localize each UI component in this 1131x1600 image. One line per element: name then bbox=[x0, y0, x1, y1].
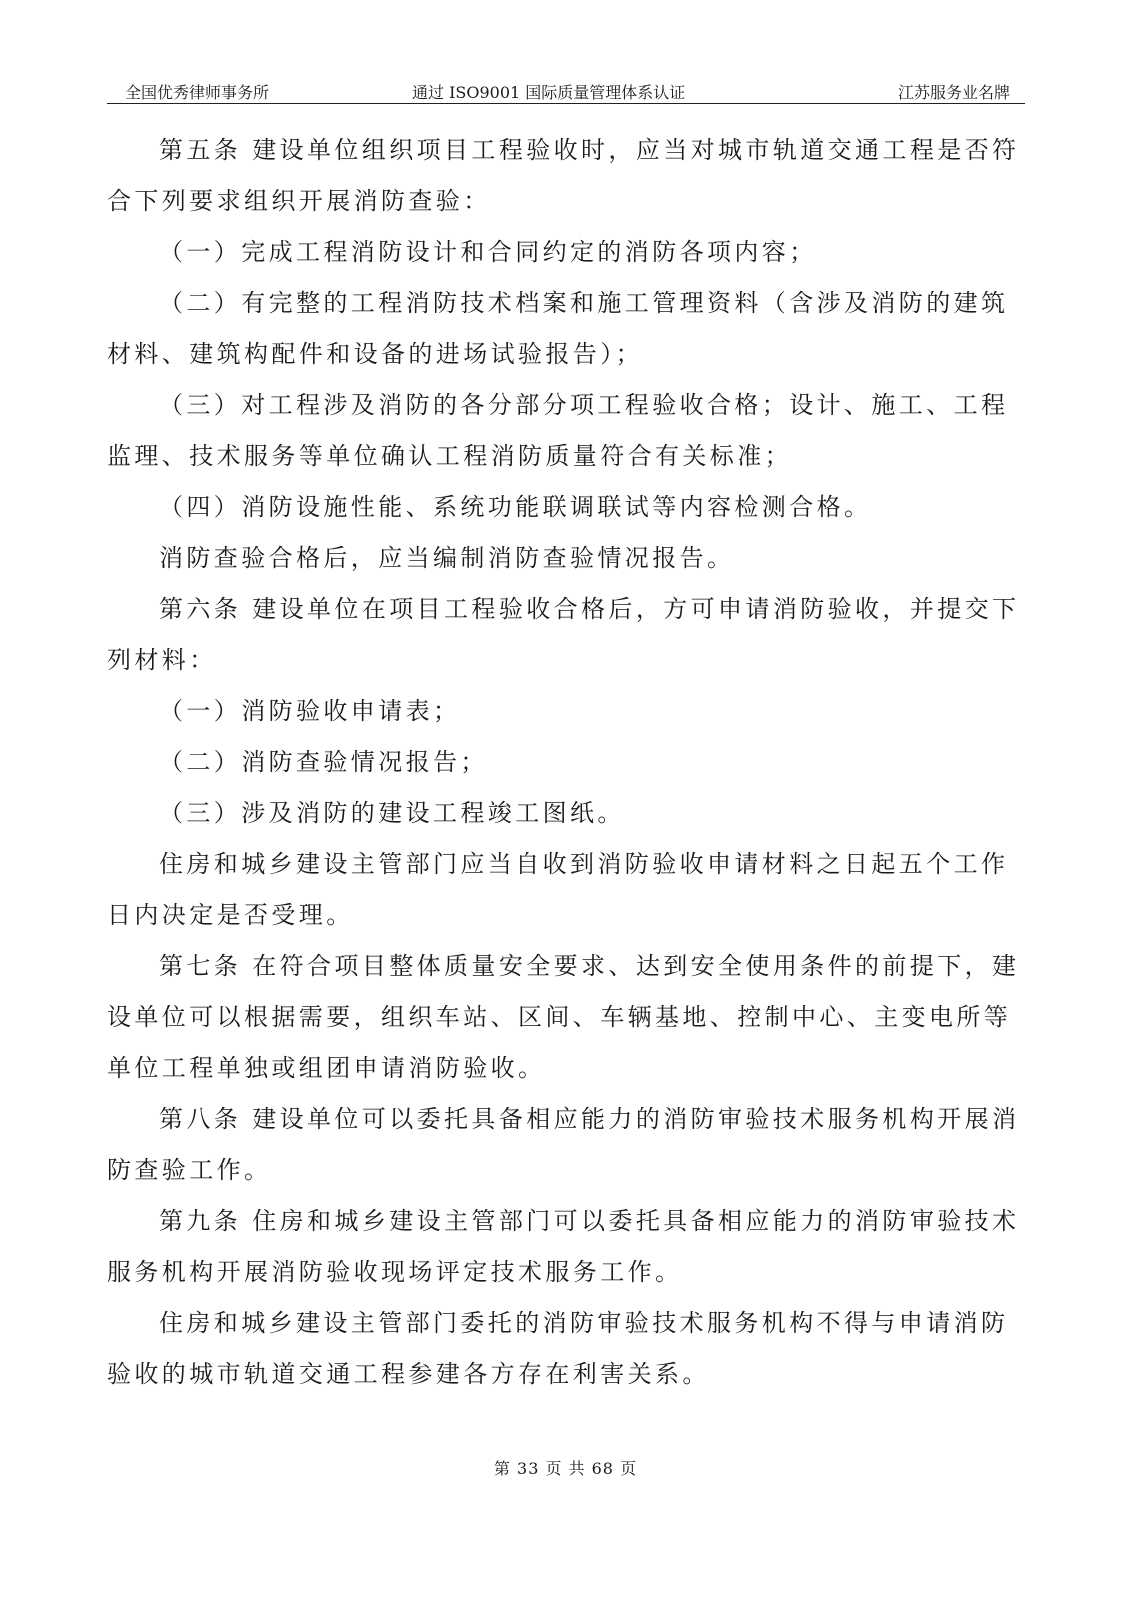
paragraph-material-3: （三）涉及消防的建设工程竣工图纸。 bbox=[159, 799, 625, 827]
paragraph-item-3: （三）对工程涉及消防的各分部分项工程验收合格；设计、施工、工程监理、技术服务等单位确认工程消防质量符合有关标准； bbox=[107, 391, 1009, 470]
paragraph-material-1: （一）消防验收申请表； bbox=[159, 697, 461, 725]
page-number: 第 33 页 共 68 页 bbox=[493, 1459, 638, 1478]
header-left-text: 全国优秀律师事务所 bbox=[125, 83, 270, 102]
paragraph-acceptance-decision: 住房和城乡建设主管部门应当自收到消防验收申请材料之日起五个工作日内决定是否受理。 bbox=[107, 850, 1009, 929]
header-divider bbox=[107, 103, 1025, 104]
paragraph-conflict-of-interest: 住房和城乡建设主管部门委托的消防审验技术服务机构不得与申请消防验收的城市轨道交通工程参建各方存在利害关系。 bbox=[107, 1309, 1009, 1388]
paragraph-item-1: （一）完成工程消防设计和合同约定的消防各项内容； bbox=[159, 238, 817, 266]
paragraph-report: 消防查验合格后，应当编制消防查验情况报告。 bbox=[159, 544, 735, 572]
paragraph-article-9: 第九条 住房和城乡建设主管部门可以委托具备相应能力的消防审验技术服务机构开展消防验收现场评定技术服务工作。 bbox=[107, 1207, 1020, 1286]
document-body bbox=[107, 125, 1025, 1400]
paragraph-item-2: （二）有完整的工程消防技术档案和施工管理资料（含涉及消防的建筑材料、建筑构配件和设备的进场试验报告）； bbox=[107, 289, 1009, 368]
paragraph-item-4: （四）消防设施性能、系统功能联调联试等内容检测合格。 bbox=[159, 493, 872, 521]
paragraph-article-5: 第五条 建设单位组织项目工程验收时，应当对城市轨道交通工程是否符合下列要求组织开展消防查验： bbox=[107, 136, 1020, 215]
header-right-text: 江苏服务业名牌 bbox=[897, 83, 1010, 102]
paragraph-material-2: （二）消防查验情况报告； bbox=[159, 748, 488, 776]
header-center-text: 通过 ISO9001 国际质量管理体系认证 bbox=[412, 83, 686, 102]
paragraph-article-8: 第八条 建设单位可以委托具备相应能力的消防审验技术服务机构开展消防查验工作。 bbox=[107, 1105, 1020, 1184]
paragraph-article-7: 第七条 在符合项目整体质量安全要求、达到安全使用条件的前提下，建设单位可以根据需要，组织车站、区间、车辆基地、控制中心、主变电所等单位工程单独或组团申请消防验收。 bbox=[107, 952, 1020, 1082]
paragraph-article-6: 第六条 建设单位在项目工程验收合格后，方可申请消防验收，并提交下列材料： bbox=[107, 595, 1020, 674]
page-header bbox=[107, 76, 1025, 106]
